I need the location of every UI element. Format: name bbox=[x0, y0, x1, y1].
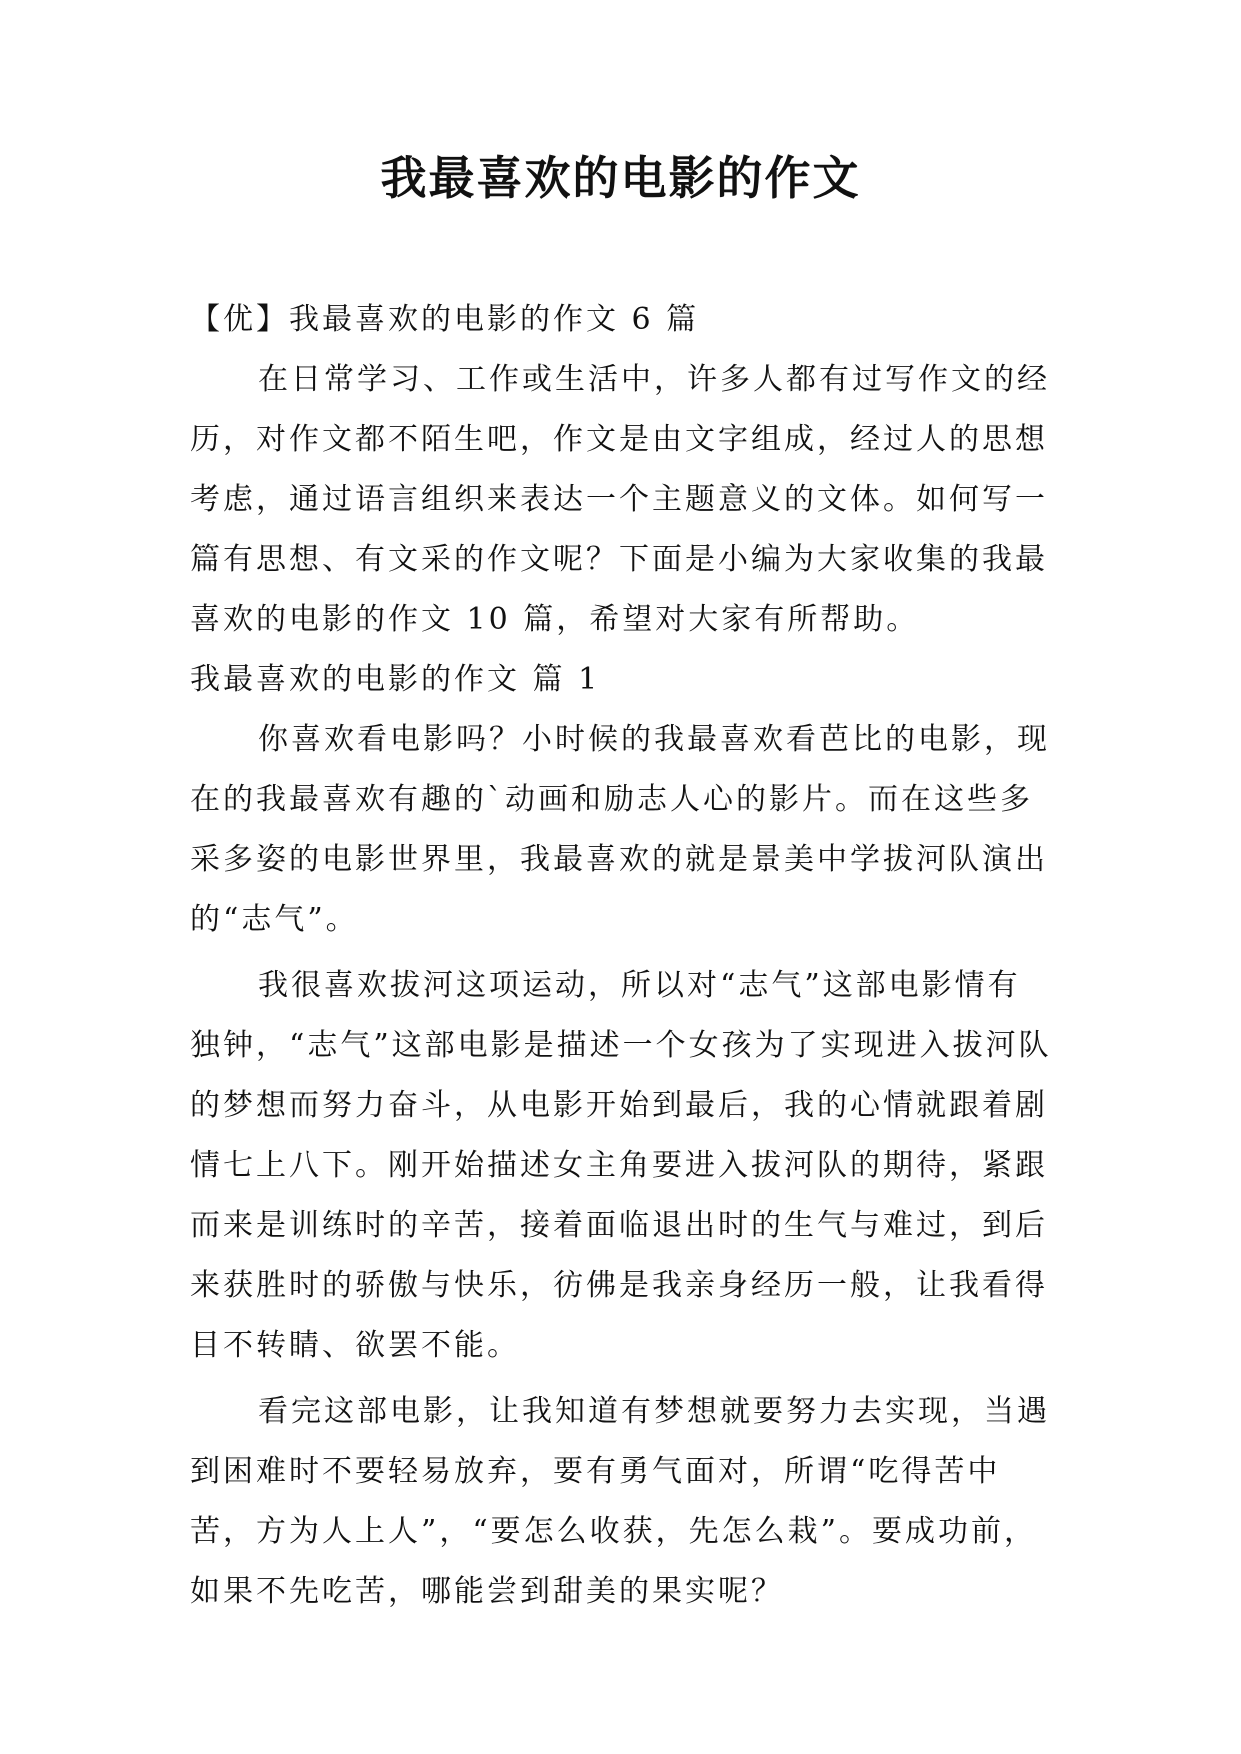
body-paragraph-3: 看完这部电影，让我知道有梦想就要努力去实现，当遇到困难时不要轻易放弃，要有勇气面对，所谓“吃得苦中苦，方为人上人”，“要怎么收获，先怎么栽”。要成功前，如果不先吃苦，哪能尝到甜美的果实呢？ bbox=[190, 1394, 1050, 1609]
intro-paragraph: 在日常学习、工作或生活中，许多人都有过写作文的经历，对作文都不陌生吧，作文是由文字组成，经过人的思想考虑，通过语言组织来表达一个主题意义的文体。如何写一篇有思想、有文采的作文呢？下面是小编为大家收集的我最喜欢的电影的作文 10 篇，希望对大家有所帮助。 bbox=[190, 362, 1050, 637]
document-subtitle: 【优】我最喜欢的电影的作文 6 篇 bbox=[190, 302, 700, 337]
document-title: 我最喜欢的电影的作文 bbox=[380, 151, 861, 205]
body-paragraph-1: 你喜欢看电影吗？小时候的我最喜欢看芭比的电影，现在的我最喜欢有趣的`动画和励志人心的影片。而在这些多采多姿的电影世界里，我最喜欢的就是景美中学拔河队演出的“志气”。 bbox=[190, 722, 1050, 937]
document-body bbox=[190, 290, 1052, 1622]
section-heading: 我最喜欢的电影的作文 篇 1 bbox=[190, 662, 601, 697]
body-paragraph-2: 我很喜欢拔河这项运动，所以对“志气”这部电影情有独钟，“志气”这部电影是描述一个女孩为了实现进入拔河队的梦想而努力奋斗，从电影开始到最后，我的心情就跟着剧情七上八下。刚开始描述女主角要进入拔河队的期待，紧跟而来是训练时的辛苦，接着面临退出时的生气与难过，到后来获胜时的骄傲与快乐，彷佛是我亲身经历一般，让我看得目不转睛、欲罢不能。 bbox=[190, 968, 1052, 1363]
